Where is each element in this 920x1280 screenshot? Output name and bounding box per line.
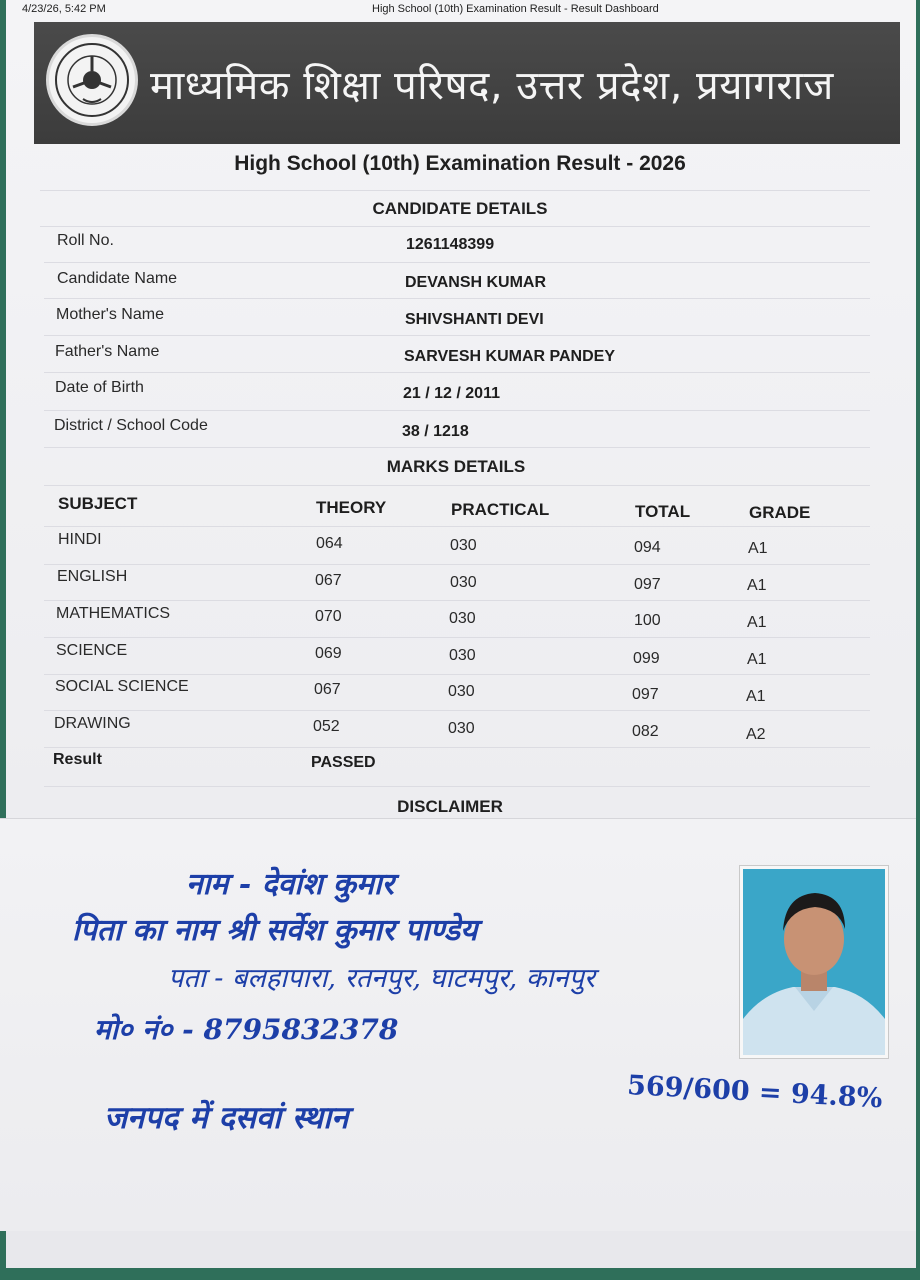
divider — [44, 335, 870, 336]
practical-cell: 030 — [450, 537, 477, 554]
handwritten-score: 569/600 = 94.8% — [626, 1070, 884, 1115]
exam-title: High School (10th) Examination Result - 2026 — [234, 152, 686, 175]
divider — [44, 298, 870, 299]
practical-cell: 030 — [449, 647, 476, 664]
handwritten-address: पता - बलहापारा, रतनपुर, घाटमपुर, कानपुर — [168, 963, 595, 994]
print-datetime: 4/23/26, 5:42 PM — [22, 3, 106, 15]
subject-cell: HINDI — [58, 531, 102, 548]
practical-cell: 030 — [450, 574, 477, 591]
row-label: Mother's Name — [56, 306, 164, 323]
header-total: TOTAL — [635, 502, 691, 521]
divider — [44, 786, 870, 787]
practical-cell: 030 — [448, 720, 475, 737]
roll-number: 1261148399 — [406, 236, 495, 253]
subject-cell: DRAWING — [54, 715, 131, 732]
board-name: माध्यमिक शिक्षा परिषद, उत्तर प्रदेश, प्रयागराज — [150, 63, 834, 109]
total-cell: 099 — [633, 650, 660, 667]
divider — [44, 410, 870, 411]
divider — [44, 526, 870, 527]
divider — [40, 226, 870, 227]
grade-cell: A1 — [747, 651, 767, 668]
marks-section-title: MARKS DETAILS — [386, 457, 526, 476]
divider — [44, 372, 870, 373]
grade-cell: A1 — [747, 614, 767, 631]
practical-cell: 030 — [449, 610, 476, 627]
header-subject: SUBJECT — [58, 494, 138, 513]
grade-cell: A2 — [746, 726, 766, 743]
row-label: Date of Birth — [55, 379, 144, 396]
theory-cell: 070 — [315, 608, 342, 625]
handwritten-rank: जनपद में दसवां स्थान — [104, 1100, 349, 1136]
divider — [44, 564, 870, 565]
theory-cell: 064 — [316, 535, 343, 552]
subject-cell: SOCIAL SCIENCE — [55, 678, 189, 695]
divider — [44, 637, 870, 638]
candidate-section-title: CANDIDATE DETAILS — [372, 199, 548, 218]
board-banner — [34, 22, 900, 144]
divider — [44, 485, 870, 486]
result-value: PASSED — [311, 754, 376, 771]
divider — [44, 447, 870, 448]
date-of-birth: 21 / 12 / 2011 — [403, 385, 500, 402]
district-school-code: 38 / 1218 — [402, 423, 469, 440]
subject-cell: SCIENCE — [56, 642, 128, 659]
grade-cell: A1 — [747, 577, 767, 594]
father-name: SARVESH KUMAR PANDEY — [404, 348, 615, 365]
theory-cell: 067 — [315, 572, 342, 589]
theory-cell: 069 — [315, 645, 342, 662]
total-cell: 097 — [634, 576, 661, 593]
divider — [44, 262, 870, 263]
grade-cell: A1 — [748, 540, 768, 557]
header-grade: GRADE — [749, 503, 811, 522]
total-cell: 082 — [632, 723, 659, 740]
subject-cell: MATHEMATICS — [56, 605, 171, 622]
print-page-title: High School (10th) Examination Result - Result Dashboard — [372, 3, 659, 15]
candidate-name: DEVANSH KUMAR — [405, 274, 547, 291]
divider — [44, 747, 870, 748]
header-practical: PRACTICAL — [451, 500, 550, 519]
mother-name: SHIVSHANTI DEVI — [405, 311, 544, 328]
result-label: Result — [53, 751, 102, 768]
divider — [44, 674, 870, 675]
header-theory: THEORY — [316, 498, 387, 517]
theory-cell: 067 — [314, 681, 341, 698]
theory-cell: 052 — [313, 718, 340, 735]
total-cell: 100 — [634, 612, 661, 629]
row-label: Candidate Name — [57, 270, 178, 287]
handwritten-name: नाम - देवांश कुमार — [186, 867, 394, 902]
candidate-photo — [740, 866, 888, 1058]
divider — [44, 600, 870, 601]
handwritten-mobile: मो० नं० - 8795832378 — [94, 1013, 399, 1046]
row-label: Father's Name — [55, 343, 160, 360]
subject-cell: ENGLISH — [57, 568, 128, 585]
row-label: District / School Code — [54, 417, 208, 434]
handwritten-father-name: पिता का नाम श्री सर्वेश कुमार पाण्डेय — [72, 913, 478, 948]
divider — [44, 710, 870, 711]
disclaimer-title: DISCLAIMER — [397, 797, 503, 816]
practical-cell: 030 — [448, 683, 475, 700]
divider — [40, 190, 870, 191]
board-seal-icon — [46, 34, 138, 126]
grade-cell: A1 — [746, 688, 766, 705]
row-label: Roll No. — [57, 232, 114, 249]
total-cell: 097 — [632, 686, 659, 703]
total-cell: 094 — [634, 539, 661, 556]
